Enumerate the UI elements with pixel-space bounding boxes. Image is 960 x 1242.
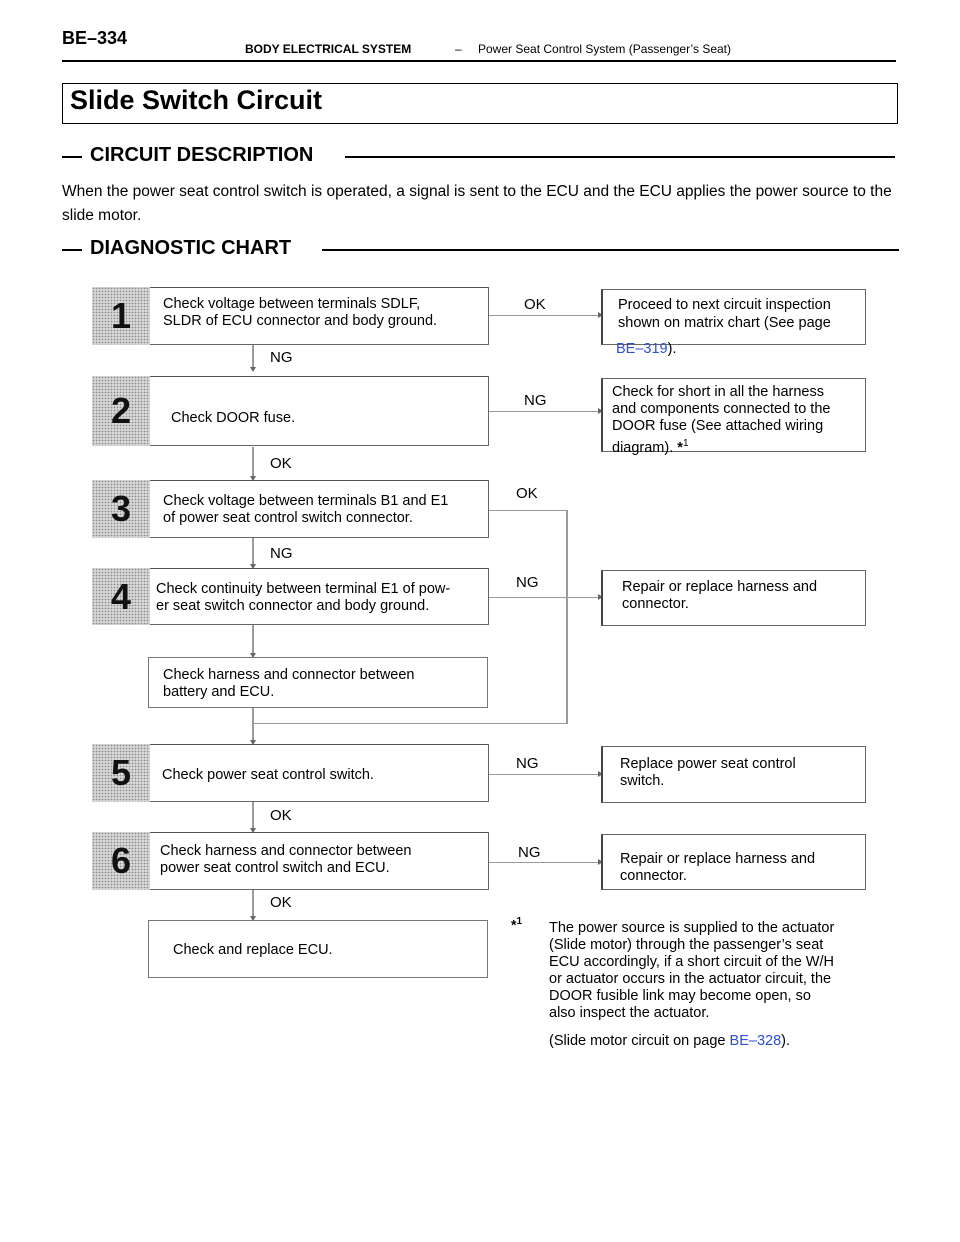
result-text: Replace power seat control (620, 756, 796, 772)
diagnostic-chart-heading: DIAGNOSTIC CHART (90, 237, 292, 259)
box-text: Check and replace ECU. (173, 942, 333, 958)
result-text: Proceed to next circuit inspection (618, 297, 831, 313)
branch-label-ng: NG (270, 349, 293, 366)
section-rule (62, 249, 82, 251)
step-text: power seat control switch and ECU. (160, 860, 390, 876)
header-rule (62, 60, 896, 62)
branch-label-ok: OK (516, 485, 538, 502)
step-number: 3 (110, 488, 132, 529)
result-text: and components connected to the (612, 401, 831, 417)
header-section-title: BODY ELECTRICAL SYSTEM (245, 42, 412, 56)
step-number: 5 (110, 752, 132, 793)
step-text: Check continuity between terminal E1 of pow- (156, 581, 451, 597)
result-text: switch. (620, 773, 665, 789)
step-box-6 (150, 832, 489, 890)
step-number: 2 (110, 390, 132, 431)
result-text: DOOR fuse (See attached wiring (612, 418, 824, 434)
result-text: connector. (622, 596, 689, 612)
result-text: Repair or replace harness and (622, 579, 818, 595)
branch-label-ok: OK (270, 455, 292, 472)
step-box-1 (150, 287, 489, 345)
section-rule (322, 249, 899, 251)
result-text: connector. (620, 868, 687, 884)
step-text: Check DOOR fuse. (171, 410, 296, 426)
result-text: Repair or replace harness and (620, 851, 816, 867)
result-box-2 (601, 378, 866, 456)
circuit-description-heading: CIRCUIT DESCRIPTION (90, 144, 314, 166)
step-number: 6 (110, 840, 132, 881)
section-rule (62, 156, 82, 158)
step-number-tile (92, 744, 150, 802)
branch-label-ng: NG (516, 755, 539, 772)
step-number: 1 (110, 295, 132, 336)
check-harness-battery-box (148, 657, 488, 708)
result-text: diagram). *$^1$ (612, 438, 689, 456)
step-text: er seat switch connector and body ground. (156, 598, 430, 614)
step-text: Check voltage between terminals B1 and E1 (163, 493, 449, 509)
page-title: Slide Switch Circuit (70, 85, 323, 115)
result-box-4 (601, 570, 866, 626)
step-text: Check power seat control switch. (162, 767, 374, 783)
flow-connector (252, 723, 567, 724)
flow-connector (489, 315, 599, 316)
footnote-reference: (Slide motor circuit on page BE–328). (549, 1033, 790, 1049)
page-number: BE–334 (62, 28, 128, 48)
flow-connector (489, 862, 599, 863)
flow-connector (489, 510, 567, 511)
branch-label-ok: OK (524, 296, 546, 313)
flow-connector (489, 411, 599, 412)
result-text: shown on matrix chart (See page (618, 315, 831, 331)
step-text: SLDR of ECU connector and body ground. (163, 313, 438, 329)
step-text: Check voltage between terminals SDLF, (163, 296, 421, 312)
step-box-4 (150, 568, 489, 625)
flow-connector (252, 708, 254, 744)
section-rule (345, 156, 895, 158)
branch-label-ok: OK (270, 894, 292, 911)
flow-connector (489, 774, 599, 775)
step-box-2 (150, 376, 489, 446)
branch-label-ng: NG (516, 574, 539, 591)
branch-label-ng: NG (524, 392, 547, 409)
result-text: Check for short in all the harness (612, 384, 824, 400)
box-text: Check harness and connector between (163, 667, 415, 683)
step-text: of power seat control switch connector. (163, 510, 413, 526)
result-ref (616, 341, 676, 358)
footnote-text: The power source is supplied to the actuator (Slide motor) through the passenger’s seat ECU accordingly, if a short circuit of the W/H or actuator occurs in the actuator circuit, the DOOR fusible link may become open, so also inspect the actuator. (549, 920, 835, 1021)
step-number-tile (92, 287, 150, 345)
footnote-mark: *$^1$ (511, 916, 523, 933)
flow-connector (489, 597, 599, 598)
header-topic: Power Seat Control System (Passenger’s Seat) (478, 42, 732, 56)
ref-tail: ). (667, 341, 677, 357)
result-box-6 (601, 834, 866, 890)
step-number: 4 (110, 575, 132, 617)
header-separator: – (455, 42, 462, 56)
check-replace-ecu-box (148, 920, 488, 978)
result-box-5 (601, 746, 866, 803)
step-box-3 (150, 480, 489, 538)
step-text: Check harness and connector between (160, 843, 412, 859)
step-box-5 (150, 744, 489, 802)
circuit-description-text: When the power seat control switch is operated, a signal is sent to the ECU and the ECU applies the power source to the slide motor. (62, 183, 892, 224)
page-link-be328[interactable]: BE–328 (729, 1033, 782, 1049)
flow-connector (566, 510, 568, 724)
step-number-tile (92, 832, 150, 890)
step-number-tile (92, 376, 150, 446)
arrow-down-icon (250, 367, 256, 372)
branch-label-ng: NG (518, 844, 541, 861)
page-link-be319[interactable]: BE–319 (616, 341, 668, 357)
step-number-tile (92, 480, 150, 538)
step-number-tile (92, 568, 150, 625)
result-box-1 (601, 289, 866, 345)
branch-label-ng: NG (270, 545, 293, 562)
branch-label-ok: OK (270, 807, 292, 824)
box-text: battery and ECU. (163, 684, 275, 700)
